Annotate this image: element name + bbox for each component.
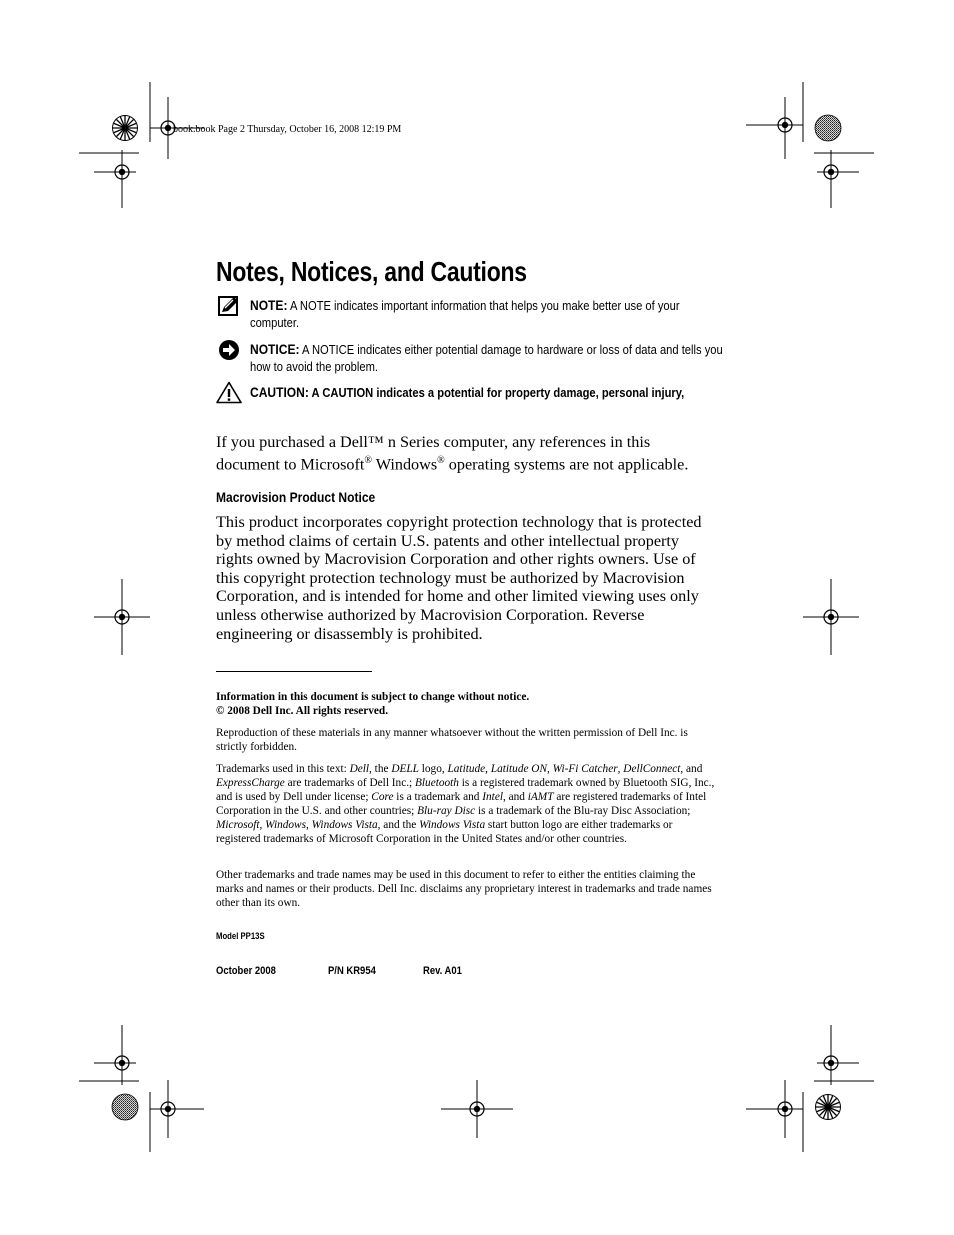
trademark-segment: Trademarks used in this text: <box>216 763 350 775</box>
trademark-segment: Core <box>371 791 394 803</box>
warning-triangle-icon <box>216 381 242 404</box>
trademark-segment: are registered trademarks of Intel Corporation in the U.S. and other countries; <box>216 791 707 817</box>
caution-label: CAUTION: <box>250 384 309 400</box>
model-number: Model PP13S <box>216 931 265 941</box>
caution-text: A CAUTION indicates a potential for property damage, personal injury, <box>308 385 685 400</box>
trademark-segment: , <box>485 763 491 775</box>
footer-revision: Rev. A01 <box>423 965 462 977</box>
trademark-segment: Latitude ON <box>490 763 548 775</box>
note-text: A NOTE indicates important information that helps you make better use of your computer. <box>250 298 680 330</box>
trademark-segment: DELL <box>391 763 419 775</box>
trademark-segment: , <box>617 763 624 775</box>
trademark-segment: Latitude <box>447 763 486 775</box>
trademark-segment: Microsoft <box>216 819 260 831</box>
reproduction-notice: Reproduction of these materials in any manner whatsoever without the written permission of Dell Inc. is strictly forbidden. <box>216 727 688 753</box>
trademark-segment: are trademarks of Dell Inc.; <box>284 777 415 789</box>
trademark-segment: ExpressCharge <box>216 777 285 789</box>
trademark-segment: is a trademark and <box>393 791 483 803</box>
trademark-segment: , <box>547 763 553 775</box>
footer-date: October 2008 <box>216 965 276 977</box>
trademark-segment: Windows Vista <box>311 819 378 831</box>
footer-part-number: P/N KR954 <box>328 965 376 977</box>
other-trademarks-notice: Other trademarks and trade names may be used in this document to refer to either the entities claiming the marks and names or their products. Dell Inc. disclaims any proprietary interest in trademarks and trade names other than its own. <box>216 869 712 909</box>
trademark-segment: , <box>305 819 312 831</box>
trademark-segment: , the <box>369 763 392 775</box>
change-notice: Information in this document is subject to change without notice. © 2008 Dell Inc. All rights reserved. <box>216 691 530 717</box>
trademark-segment: , and the <box>377 819 420 831</box>
trademark-segment: , and <box>680 763 703 775</box>
trademarks-notice <box>216 762 716 846</box>
trademark-segment: Intel <box>482 791 503 803</box>
trademark-segment: Dell <box>349 763 370 775</box>
trademark-segment: Windows <box>265 819 306 831</box>
pencil-note-icon <box>218 296 240 316</box>
trademark-segment: Bluetooth <box>415 777 459 789</box>
macrovision-heading: Macrovision Product Notice <box>216 489 376 505</box>
footnote-divider <box>216 671 372 672</box>
notice-callout <box>250 341 732 375</box>
trademark-segment: logo, <box>418 763 448 775</box>
arrow-circle-notice-icon <box>218 339 240 361</box>
book-header-line: book.book Page 2 Thursday, October 16, 2008 12:19 PM <box>173 124 402 135</box>
trademark-segment: DellConnect <box>623 763 681 775</box>
note-label: NOTE: <box>250 297 288 313</box>
n-series-paragraph: If you purchased a Dell™ n Series computer, any references in this document to Microsoft® Windows® operating systems are not applicable. <box>216 433 689 473</box>
trademark-segment: Windows Vista <box>419 819 486 831</box>
notice-text: A NOTICE indicates either potential damage to hardware or loss of data and tells you how to avoid the problem. <box>250 342 723 374</box>
trademark-segment: iAMT <box>527 791 554 803</box>
note-callout <box>250 297 732 331</box>
trademark-segment: is a registered trademark owned by Bluetooth SIG, Inc., and is used by Dell under license; <box>216 777 715 803</box>
caution-callout <box>250 384 732 401</box>
trademark-segment: , <box>259 819 266 831</box>
page-title: Notes, Notices, and Cautions <box>216 256 527 287</box>
trademark-segment: Wi-Fi Catcher <box>552 763 618 775</box>
trademark-segment: Blu-ray Disc <box>417 805 476 817</box>
macrovision-paragraph: This product incorporates copyright protection technology that is protected by method claims of certain U.S. patents and other intellectual property rights owned by Macrovision Corporation and other rights owners. Use of this copyright protection technology must be authorized by Macrovision Corporation, and is intended for home and other limited viewing uses only unless otherwise authorized by Macrovision Corporation. Reverse engineering or disassembly is prohibited. <box>216 513 702 643</box>
trademark-segment: start button logo are either trademarks or registered trademarks of Microsoft Corporation in the United States and/or other countries. <box>216 819 673 845</box>
notice-label: NOTICE: <box>250 341 300 357</box>
trademark-segment: is a trademark of the Blu-ray Disc Association; <box>475 805 691 817</box>
trademark-segment: , and <box>502 791 528 803</box>
